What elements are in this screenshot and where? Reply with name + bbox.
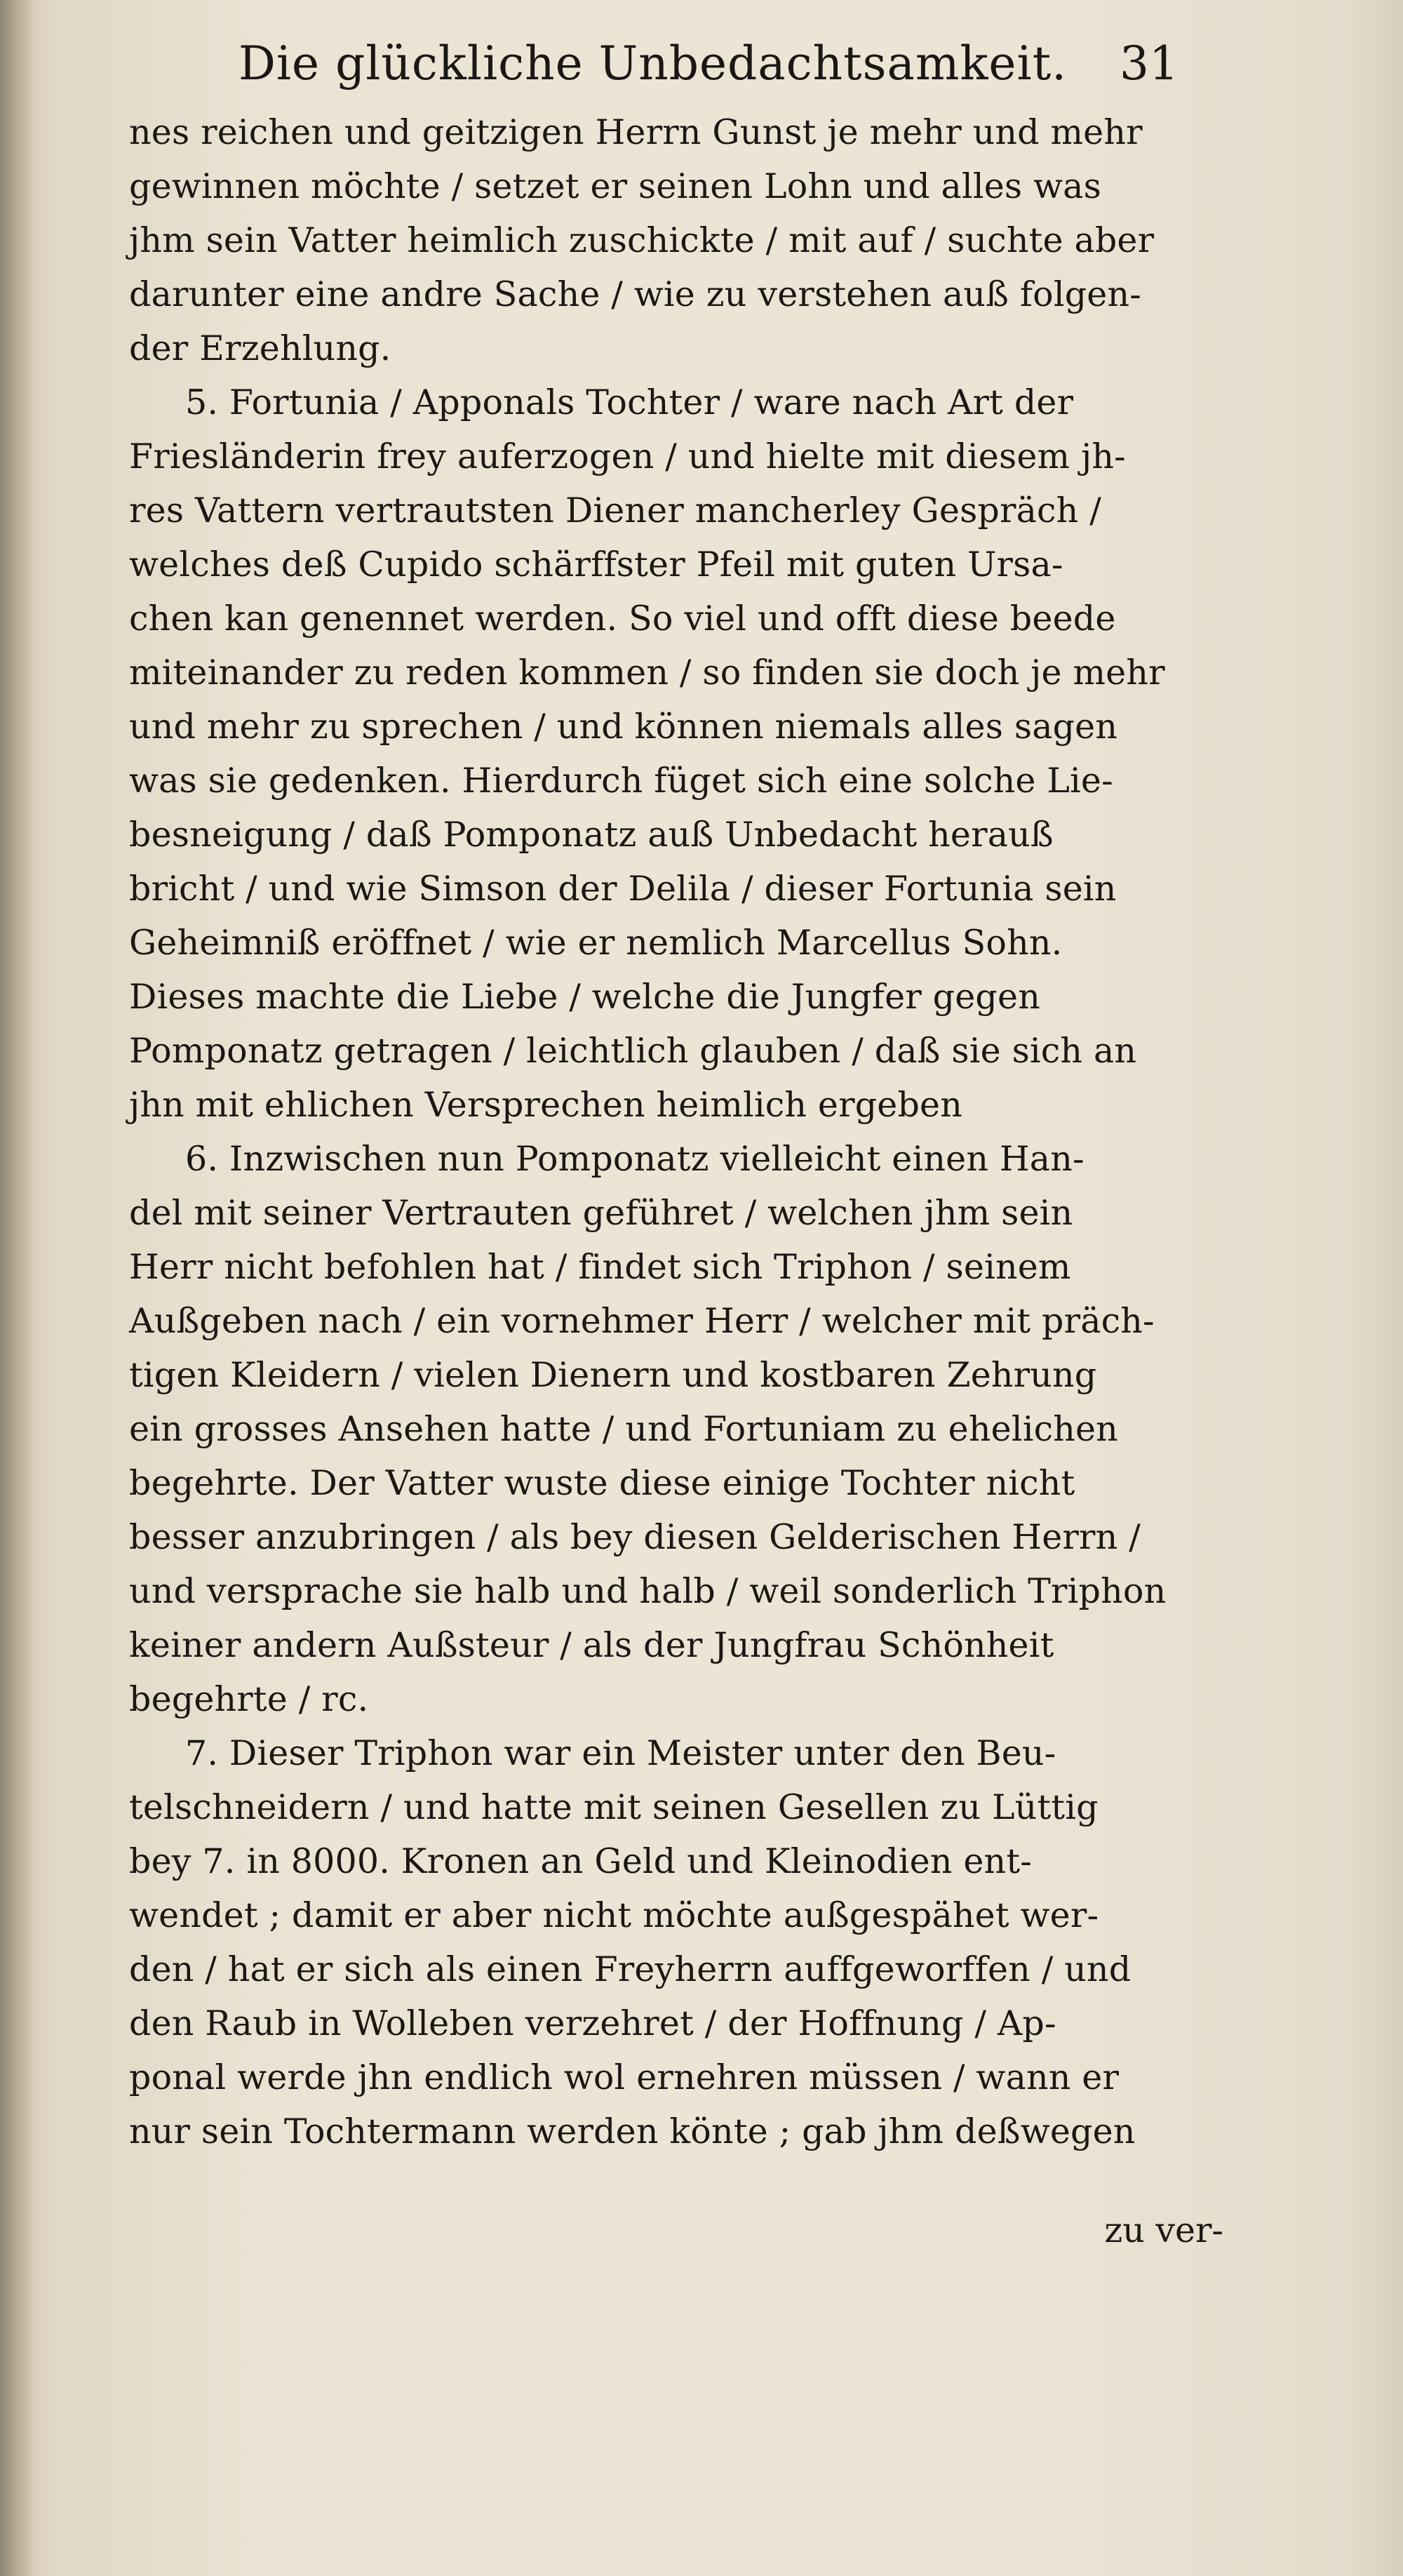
text-line: tigen Kleidern / vielen Dienern und kostbaren Zehrung bbox=[129, 1355, 1097, 1395]
text-line: nur sein Tochtermann werden könte ; gab jhm deßwegen bbox=[129, 2111, 1136, 2151]
text-line: del mit seiner Vertrauten geführet / welchen jhm sein bbox=[129, 1193, 1073, 1233]
text-line: ponal werde jhn endlich wol ernehren müssen / wann er bbox=[129, 2057, 1120, 2097]
text-line: Friesländerin frey auferzogen / und hielte mit diesem jh- bbox=[129, 436, 1126, 476]
catchword: zu ver- bbox=[1104, 2210, 1223, 2250]
text-line: und versprache sie halb und halb / weil sonderlich Triphon bbox=[129, 1571, 1167, 1611]
page-number: 31 bbox=[1120, 36, 1179, 91]
text-line: was sie gedenken. Hierdurch füget sich eine solche Lie- bbox=[129, 761, 1113, 801]
text-line: jhn mit ehlichen Versprechen heimlich ergeben bbox=[129, 1085, 963, 1125]
body-text bbox=[129, 105, 1223, 2158]
text-line: darunter eine andre Sache / wie zu verstehen auß folgen- bbox=[129, 274, 1142, 314]
text-line: den / hat er sich als einen Freyherrn auffgeworffen / und bbox=[129, 1949, 1132, 1989]
text-line: chen kan genennet werden. So viel und offt diese beede bbox=[129, 599, 1116, 639]
text-line: keiner andern Außsteur / als der Jungfrau Schönheit bbox=[129, 1625, 1054, 1665]
text-line: besser anzubringen / als bey diesen Gelderischen Herrn / bbox=[129, 1517, 1141, 1557]
paragraph-6-start: 6. Inzwischen nun Pomponatz vielleicht einen Han- bbox=[185, 1139, 1085, 1179]
text-line: der Erzehlung. bbox=[129, 328, 391, 368]
paragraph-5-start: 5. Fortunia / Apponals Tochter / ware nach Art der bbox=[185, 382, 1074, 422]
text-line: Dieses machte die Liebe / welche die Jungfer gegen bbox=[129, 977, 1040, 1017]
text-line: ein grosses Ansehen hatte / und Fortuniam zu ehelichen bbox=[129, 1409, 1118, 1449]
text-line: res Vattern vertrautsten Diener mancherley Gespräch / bbox=[129, 490, 1101, 530]
text-line: besneigung / daß Pomponatz auß Unbedacht herauß bbox=[129, 815, 1054, 855]
text-line: den Raub in Wolleben verzehret / der Hoffnung / Ap- bbox=[129, 2003, 1056, 2043]
text-line: bey 7. in 8000. Kronen an Geld und Kleinodien ent- bbox=[129, 1841, 1032, 1881]
text-line: jhm sein Vatter heimlich zuschickte / mit auf / suchte aber bbox=[129, 220, 1155, 260]
text-line: gewinnen möchte / setzet er seinen Lohn und alles was bbox=[129, 166, 1101, 206]
text-line: Pomponatz getragen / leichtlich glauben / daß sie sich an bbox=[129, 1031, 1137, 1071]
text-line: miteinander zu reden kommen / so finden sie doch je mehr bbox=[129, 653, 1165, 693]
text-line: nes reichen und geitzigen Herrn Gunst je mehr und mehr bbox=[129, 112, 1143, 152]
page-gutter bbox=[0, 0, 35, 2576]
text-line: bricht / und wie Simson der Delila / dieser Fortunia sein bbox=[129, 869, 1117, 909]
text-line: Herr nicht befohlen hat / findet sich Triphon / seinem bbox=[129, 1247, 1071, 1287]
text-line: telschneidern / und hatte mit seinen Gesellen zu Lüttig bbox=[129, 1787, 1099, 1827]
text-line: Außgeben nach / ein vornehmer Herr / welcher mit präch- bbox=[129, 1301, 1155, 1341]
text-line: begehrte. Der Vatter wuste diese einige Tochter nicht bbox=[129, 1463, 1075, 1503]
running-title: Die glückliche Unbedachtsamkeit. bbox=[239, 36, 1068, 91]
text-line: begehrte / rc. bbox=[129, 1679, 369, 1719]
text-line: wendet ; damit er aber nicht möchte außgespähet wer- bbox=[129, 1895, 1099, 1935]
paragraph-7-start: 7. Dieser Triphon war ein Meister unter den Beu- bbox=[185, 1733, 1056, 1773]
text-line: welches deß Cupido schärffster Pfeil mit guten Ursa- bbox=[129, 545, 1063, 585]
page-header bbox=[239, 25, 1179, 102]
text-line: Geheimniß eröffnet / wie er nemlich Marcellus Sohn. bbox=[129, 923, 1063, 963]
text-line: und mehr zu sprechen / und können niemals alles sagen bbox=[129, 707, 1118, 747]
